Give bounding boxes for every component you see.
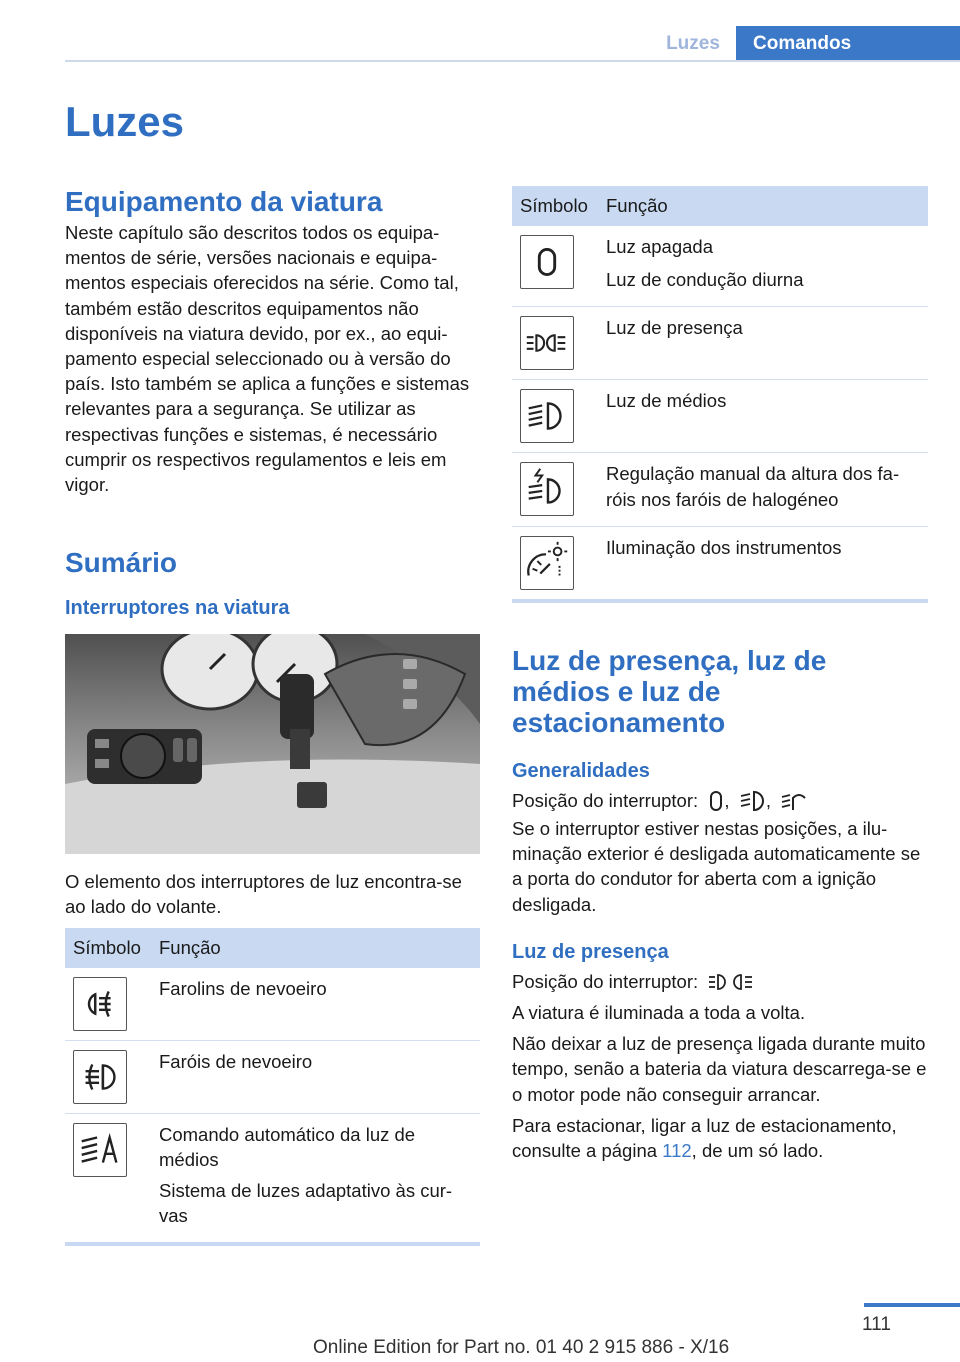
row-text: Faróis de nevoeiro <box>159 1050 313 1072</box>
switch-position-label: Posição do interruptor: <box>512 789 699 811</box>
header-rule <box>65 60 960 62</box>
page-number: 111 <box>862 1314 891 1335</box>
table-row <box>512 307 928 380</box>
presenca-text-2: Não deixar a luz de presença ligada durante muito tempo, senão a bateria da viatura descarrega-se e o motor pode não conseguir arrancar. <box>512 1033 927 1105</box>
separator: , <box>724 789 730 811</box>
header-section: Luzes <box>666 33 720 54</box>
table-end-rule <box>65 1242 480 1246</box>
interruptores-heading: Interruptores na viatura <box>65 597 290 620</box>
switch-position-line <box>512 788 928 813</box>
table-row <box>512 453 928 526</box>
equip-heading: Equipamento da viatura <box>65 186 383 217</box>
table-row <box>512 226 928 307</box>
switch-position-line-2 <box>512 969 928 994</box>
row-text: Luz de presença <box>606 317 743 339</box>
low-beam-icon <box>520 389 574 443</box>
row-text: Sistema de luzes adaptativo às curvas <box>159 1180 453 1227</box>
row-text: Luz de condução diurna <box>606 269 804 291</box>
auto-headlight-icon <box>781 790 807 812</box>
p3-text: Para estacionar, ligar a luz de estacionamento, consulte a página <box>512 1114 897 1162</box>
footer-rule <box>864 1303 960 1307</box>
parking-light-icon <box>708 971 754 993</box>
table-row <box>65 1040 480 1113</box>
sumario-heading: Sumário <box>65 547 178 579</box>
symbol-table-right <box>512 186 928 599</box>
auto-headlight-icon <box>73 1123 127 1177</box>
instrument-lighting-icon <box>520 536 574 590</box>
row-text: Farolins de nevoeiro <box>159 977 327 999</box>
table-end-rule <box>512 599 928 603</box>
col-symbol: Símbolo <box>65 928 159 968</box>
presenca-text-1: A viatura é iluminada a toda a volta. <box>512 1002 806 1024</box>
generalidades-text: Se o interruptor estiver nestas posições, a iluminação exterior é desligada automaticamente se a porta do condutor for aberta com a ignição desligada. <box>512 818 921 915</box>
switch-position-label: Posição do interruptor: <box>512 970 699 992</box>
col-function: Função <box>606 186 928 226</box>
luz-presenca-heading: Luz de presença <box>512 940 669 963</box>
row-text: Regulação manual da altura dos faróis nos faróis de halogéneo <box>606 463 900 510</box>
row-text: Comando automático da luz de médios <box>159 1123 416 1170</box>
row-text: Luz de médios <box>606 390 727 412</box>
photo-caption: O elemento dos interruptores de luz encontra-se ao lado do volante. <box>65 871 462 918</box>
page-title: Luzes <box>65 98 185 145</box>
col-symbol: Símbolo <box>512 186 606 226</box>
front-fog-lamp-icon <box>73 1050 127 1104</box>
right-column <box>512 186 928 1163</box>
separator: , <box>765 789 771 811</box>
table-row <box>512 526 928 599</box>
header-chapter: Comandos <box>736 26 960 62</box>
equip-text: Neste capítulo são descritos todos os equipamentos de série, versões nacionais e equipamentos especiais oferecidos na série. Como tal, também estão descritos equipamentos não disponíveis na viatura devido, por ex., ao equipamento especial seleccionado ou à versão do país. Isto também se aplica a funções e sistemas relevantes para a segurança. Se utilizar as respectivas funções e sistemas, é necessário cumprir os respectivos regulamentos e leis em vigor. <box>65 222 470 496</box>
parking-light-icon <box>520 316 574 370</box>
online-edition: Online Edition for Part no. 01 40 2 915 886 - X/16 <box>313 1337 730 1358</box>
table-row <box>65 1113 480 1242</box>
page-link[interactable]: 112 <box>662 1140 692 1162</box>
presenca-heading: Luz de presença, luz de médios e luz de estacionamento <box>512 644 827 738</box>
table-row <box>65 968 480 1041</box>
p3-text-after: , de um só lado. <box>691 1140 824 1162</box>
presenca-text-3 <box>512 1113 928 1163</box>
row-text: Luz apagada <box>606 236 713 257</box>
table-row <box>512 380 928 453</box>
col-function: Função <box>159 928 480 968</box>
rear-fog-lamp-icon <box>73 977 127 1031</box>
row-text: Iluminação dos instrumentos <box>606 536 842 558</box>
left-column <box>65 184 480 1246</box>
symbol-table-left <box>65 928 480 1243</box>
lights-off-icon <box>708 790 724 812</box>
lights-off-icon <box>520 235 574 289</box>
headlight-range-icon <box>520 462 574 516</box>
generalidades-heading: Generalidades <box>512 759 650 782</box>
low-beam-icon <box>740 790 766 812</box>
light-switch-photo <box>65 634 480 854</box>
